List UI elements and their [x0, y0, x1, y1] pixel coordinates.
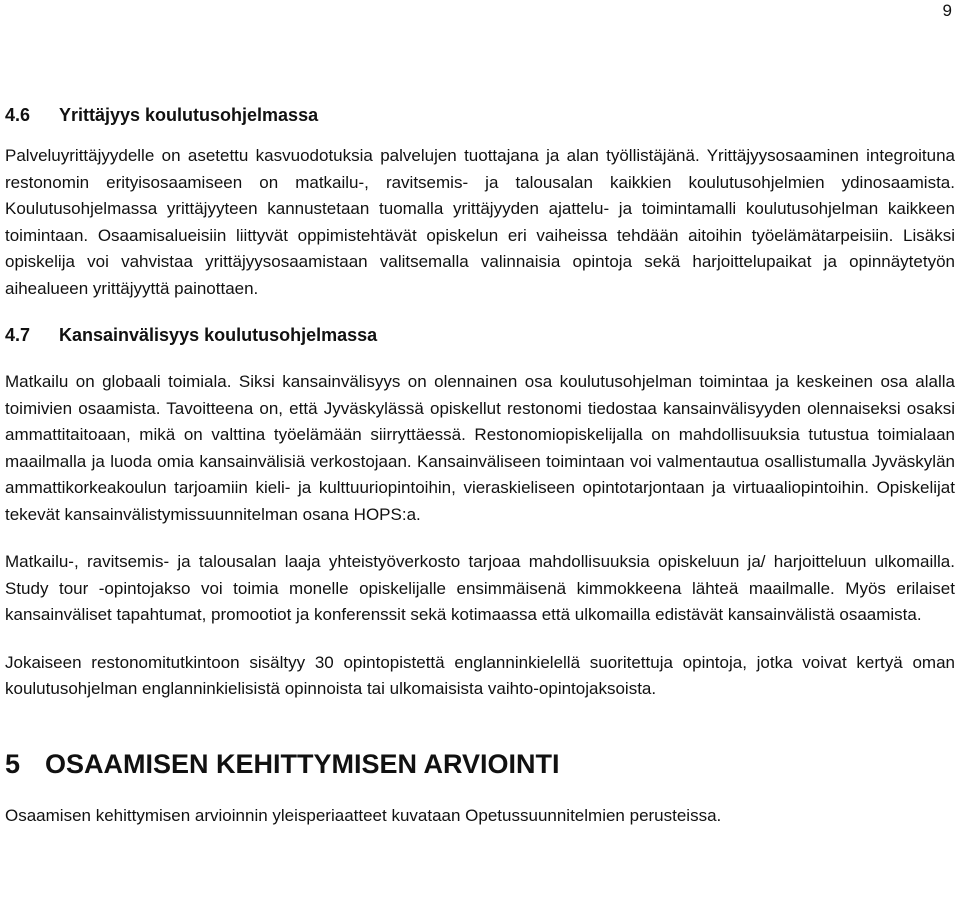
heading-5-number: 5: [5, 748, 21, 779]
paragraph-internationality-3: Jokaiseen restonomitutkintoon sisältyy 30 opintopistettä englanninkielellä suoritettuja opintoja, jotka voivat kertyä oman koulutusohjelman englanninkielisistä opinnoista tai ulkomaisista vaihto-opintojaksoista.: [5, 652, 955, 698]
heading-4-6: [5, 104, 955, 126]
heading-4-6-number: 4.6: [5, 105, 31, 125]
paragraph-internationality-1: Matkailu on globaali toimiala. Siksi kansainvälisyys on olennainen osa koulutusohjelman toimintaa ja keskeinen osa alalla toimivien osaamista. Tavoitteena on, että Jyväskylässä opiskellut restonomi tiedostaa kansainvälisyyden olennaiseksi osaksi ammattitaitoaan, mikä on valttina työelämään siirryttäessä. Restonomiopiskelijalla on mahdollisuuksia tutustua toimialaan maailmalla ja luoda omia kansainvälisiä verkostojaan. Kansainväliseen toimintaan voi valmentautua osallistumalla Jyväskylän ammattikorkeakoulun tarjoamiin kieli- ja kulttuuriopintoihin, vieraskieliseen opintotarjontaan ja virtuaaliopintoihin. Opiskelijat tekevät kansainvälistymissuunnitelman osana HOPS:a.: [5, 372, 955, 524]
page-number: 9: [942, 1, 952, 20]
paragraph-internationality-2: Matkailu-, ravitsemis- ja talousalan laaja yhteistyöverkosto tarjoaa mahdollisuuksia opiskeluun ja/ harjoitteluun ulkomailla. Study tour -opintojakso voi toimia monelle opiskelijalle ensimmäisenä kimmokkeena lähteä maailmalle. Myös erilaiset kansainväliset tapahtumat, promootiot ja konferenssit sekä kotimaassa että ulkomailla edistävät kansainvälistä osaamista.: [5, 552, 955, 624]
heading-4-7: [5, 324, 955, 346]
document-body: [5, 104, 955, 829]
heading-5-title: OSAAMISEN KEHITTYMISEN ARVIOINTI: [45, 748, 560, 779]
heading-4-6-title: Yrittäjyys koulutusohjelmassa: [59, 105, 319, 125]
paragraph-assessment: Osaamisen kehittymisen arvioinnin yleisperiaatteet kuvataan Opetussuunnitelmien perusteissa.: [5, 805, 722, 825]
heading-5: [5, 747, 955, 781]
heading-4-7-title: Kansainvälisyys koulutusohjelmassa: [59, 325, 378, 345]
heading-4-7-number: 4.7: [5, 325, 31, 345]
paragraph-entrepreneurship: Palveluyrittäjyydelle on asetettu kasvuodotuksia palvelujen tuottajana ja alan työllistäjänä. Yrittäjyysosaaminen integroituna restonomin erityisosaamiseen on matkailu-, ravitsemis- ja talousalan kaikkien koulutusohjelmien ydinosaamista. Koulutusohjelmassa yrittäjyyteen kannustetaan tuomalla yrittäjyyden ajattelu- ja toimintamalli koulutusohjelman kaikkeen toimintaan. Osaamisalueisiin liittyvät oppimistehtävät opiskelun eri vaiheissa tehdään aitoihin työelämätarpeisiin. Lisäksi opiskelija voi vahvistaa yrittäjyysosaamistaan valitsemalla valinnaisia opintoja sekä harjoittelupaikat ja opinnäytetyön aihealueen yrittäjyyttä painottaen.: [5, 146, 955, 298]
